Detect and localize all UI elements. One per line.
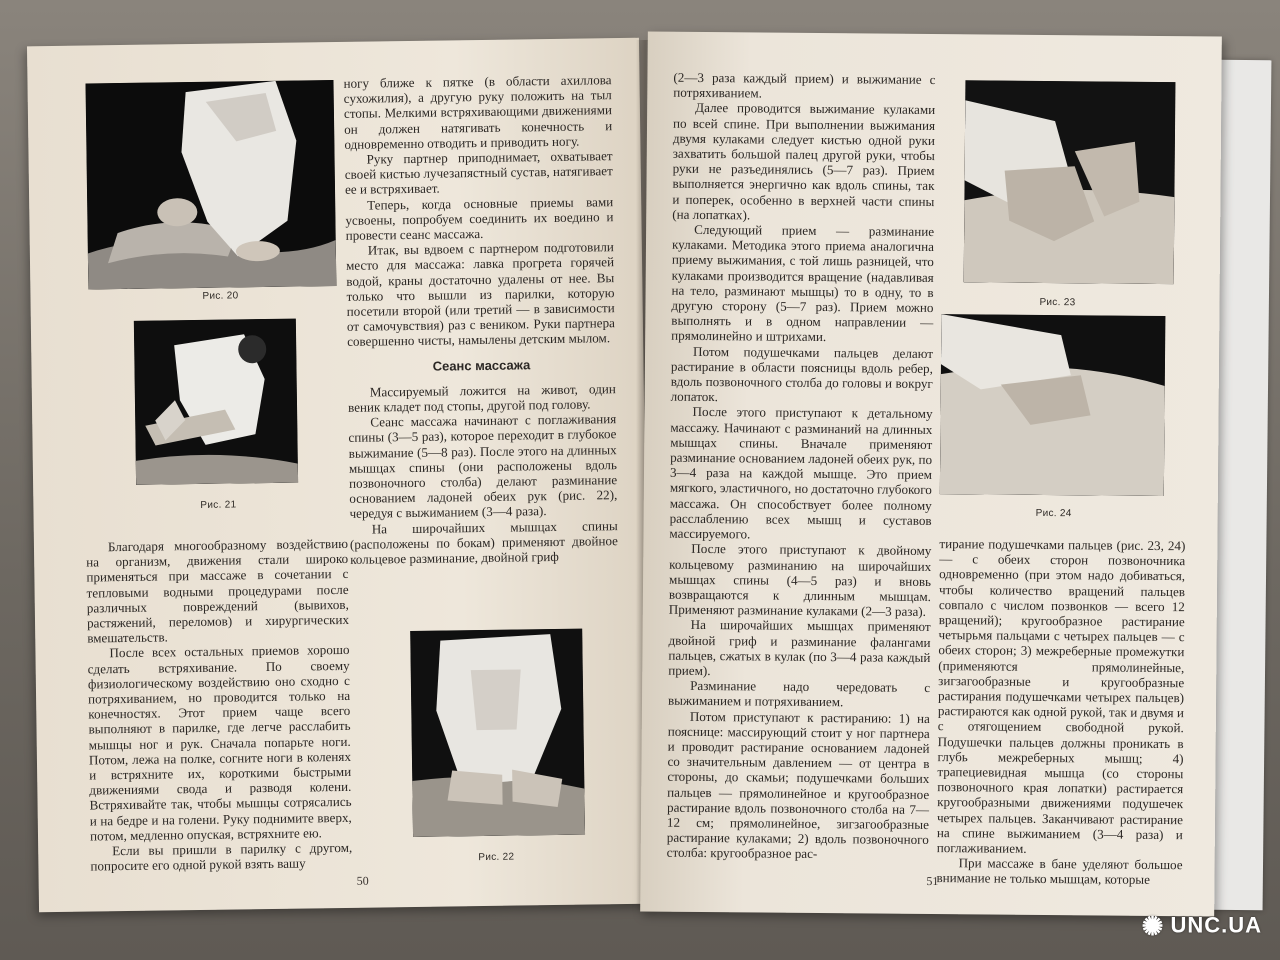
photo-fig-20 [86, 80, 337, 289]
caption-fig-24: Рис. 24 [1035, 507, 1072, 520]
paragraph: Итак, вы вдвоем с партнером подготовили место для массажа: лавка прогрета горячей водой, краны достаточно удалены от нее. Вы только что вышли из парилки, которую посетили второй (или третий — в зависимости от самочувствия) раз с веником. Руки партнера совершенно чисты, намылены детским мылом. [345, 239, 616, 350]
caption-fig-20: Рис. 20 [202, 290, 239, 302]
caption-fig-21: Рис. 21 [200, 499, 237, 511]
paragraph: Теперь, когда основные приемы вами усвоены, попробуем соединить их воедино и провести сеанс массажа. [345, 193, 614, 243]
caption-fig-23: Рис. 23 [1039, 296, 1076, 309]
paragraph: Разминание надо чередовать с выжиманием и потряхиванием. [667, 678, 931, 710]
photo-fig-23 [964, 80, 1176, 284]
right-page-column-left [667, 70, 936, 863]
paragraph: После этого приступают к двойному кольцевому разминанию на широчайших мышцах спины (4—5 раз) и вновь возвращаются к длинным мышцам. Применяют разминание кулаками (2—3 раза). [668, 541, 932, 620]
paragraph: Сеанс массажа начинают с поглаживания спины (3—5 раз), которое переходит в глубокое выжимание (5—8 раз). После этого на длинных мышцах спины (они расположены вдоль позвоночного столба) делают разминание основанием ладоней обеих рук (рис. 22), чередуя с выжиманием (3—4 раза). [348, 411, 618, 522]
paragraph: Следующий прием — разминание кулаками. Методика этого приема аналогична приему выжимания, с той лишь разницей, что кулаками производится вращение (надавливая на тело, разминают мышцы) то в одну, то в другую сторону (5—7 раз). Прием можно выполнять и в одном направлении — прямолинейно и штрихами. [671, 221, 935, 345]
paragraph: При массаже в бане уделяют большое внимание не только мышцам, которые [936, 855, 1183, 888]
paragraph: На широчайших мышцах спины (расположены по бокам) применяют двойное кольцевое разминание, двойной гриф [349, 517, 619, 567]
paragraph: Потом подушечками пальцев делают растирание в области поясницы вдоль ребер, вдоль позвоночного столба до головы и вокруг лопаток. [670, 343, 934, 405]
paragraph: ногу ближе к пятке (в области ахиллова сухожилия), а другую руку положить на тыл стопы. Мелкими встряхивающими движениями он должен натягивать конечность и одновременно отводить и приводить ногу. [343, 72, 613, 152]
caption-fig-22: Рис. 22 [478, 851, 515, 864]
right-page-column-right [936, 536, 1185, 888]
left-page-column-right [343, 72, 618, 567]
left-page-column-left [86, 536, 353, 874]
paragraph: После всех остальных приемов хорошо сделать встряхивание. По своему физиологическому воздействию оно сходно с потряхиванием, но проводится только на конечностях. Этот прием чаще всего выполняют в парилке, где легче расслабить мышцы ног и рук. Сначала попарьте ноги. Потом, лежа на полке, согните ноги в коленях и встряхните их, короткими быстрыми движениями свода и разводя колени. Встряхивайте так, чтобы мышцы сотрясались и на бедре и на голени. Руку поднимите вверх, потом, медленно опуская, встряхните ею. [87, 642, 352, 844]
paragraph: Благодаря многообразному воздействию на организм, движения стали широко применяться при массаже в сочетании с тепловыми водными процедурами после различных повреждений (вывихов, растяжений, переломов) и хирургических вмешательств. [86, 535, 350, 646]
left-page [27, 38, 651, 912]
paragraph: После этого приступают к детальному массажу. Начинают с разминаний на длинных мышцах спины. Вначале применяют разминание основанием ладоней обеих рук, по 3—4 раза на каждой мышце. Это прием мягкого, эластичного, но достаточно глубокого массажа. Он способствует более полному расслаблению всех мышц и суставов массируемого. [669, 404, 933, 542]
watermark [1142, 911, 1262, 942]
paragraph: На широчайших мышцах применяют двойной гриф и разминание фалангами пальцев, сжатых в кулак (по 3—4 раза каждый прием). [668, 617, 931, 679]
paragraph: Руку партнер приподнимает, охватывает своей кистью лучезапястный сустав, натягивает ее и встряхивает. [344, 148, 613, 198]
photo-fig-22 [410, 629, 585, 837]
photo-fig-24 [940, 314, 1166, 496]
page-number: 50 [356, 873, 369, 888]
paragraph: Массируемый ложится на живот, один веник кладет под стопы, другой под голову. [347, 380, 616, 415]
sunburst-logo-icon: ✺ [1141, 911, 1165, 941]
photo-fig-21 [134, 319, 298, 485]
section-heading: Сеанс массажа [432, 356, 531, 374]
paragraph: (2—3 раза каждый прием) и выжимание с потряхиванием. [673, 69, 936, 101]
watermark-text: UNC.UA [1170, 912, 1262, 938]
paragraph: Потом приступают к растиранию: 1) на пояснице: массирующий стоит у ног партнера и проводит растирание основанием ладоней со значительным давлением — от центра в стороны, до скамьи; подушечками больших пальцев — прямолинейное и кругообразное растирание вдоль позвоночного столба на 7—12 см; прямолинейное, зигзагообразные растирание кулаками; 2) вдоль позвоночного столба: кругообразное рас- [666, 708, 930, 862]
paragraph: Если вы пришли в парилку с другом, попросите его одной рукой взять вашу [90, 839, 353, 874]
paragraph: тирание подушечками пальцев (рис. 23, 24) — с обеих сторон позвоночника одновременно (при этом надо добиваться, чтобы количество вращений пальцев совпало с числом позвонков — всего 12 вращений); кругообразное растирание четырьмя пальцами с четырех пальцев — с обеих сторон; 3) межреберные промежутки (применяются прямолинейные, зигзагообразные и кругообразные растирания подушечками четырех пальцев) растираются как одной рукой, так и двумя и с отягощением свободной рукой. Подушечки пальцев должны проникать в глубь межреберных мышц; 4) трапециевидная мышца (со стороны позвоночного края лопатки) растирается кругообразными движениями подушечек четырех пальцев. Заканчивают растирание на спине выжиманием (3—4 раза) и поглаживанием. [936, 536, 1186, 856]
page-number: 51 [926, 873, 939, 889]
paragraph: Далее проводится выжимание кулаками по всей спине. При выполнении выжимания двумя кулаками следует кистью одной руки захватить большой палец другой руки, чтобы руки не разъединялись (5—7 раз). Прием выполняется энергично как вдоль спины, так и поперек, особенно в верхней части спины (на лопатках). [672, 100, 936, 223]
right-page [640, 32, 1222, 917]
